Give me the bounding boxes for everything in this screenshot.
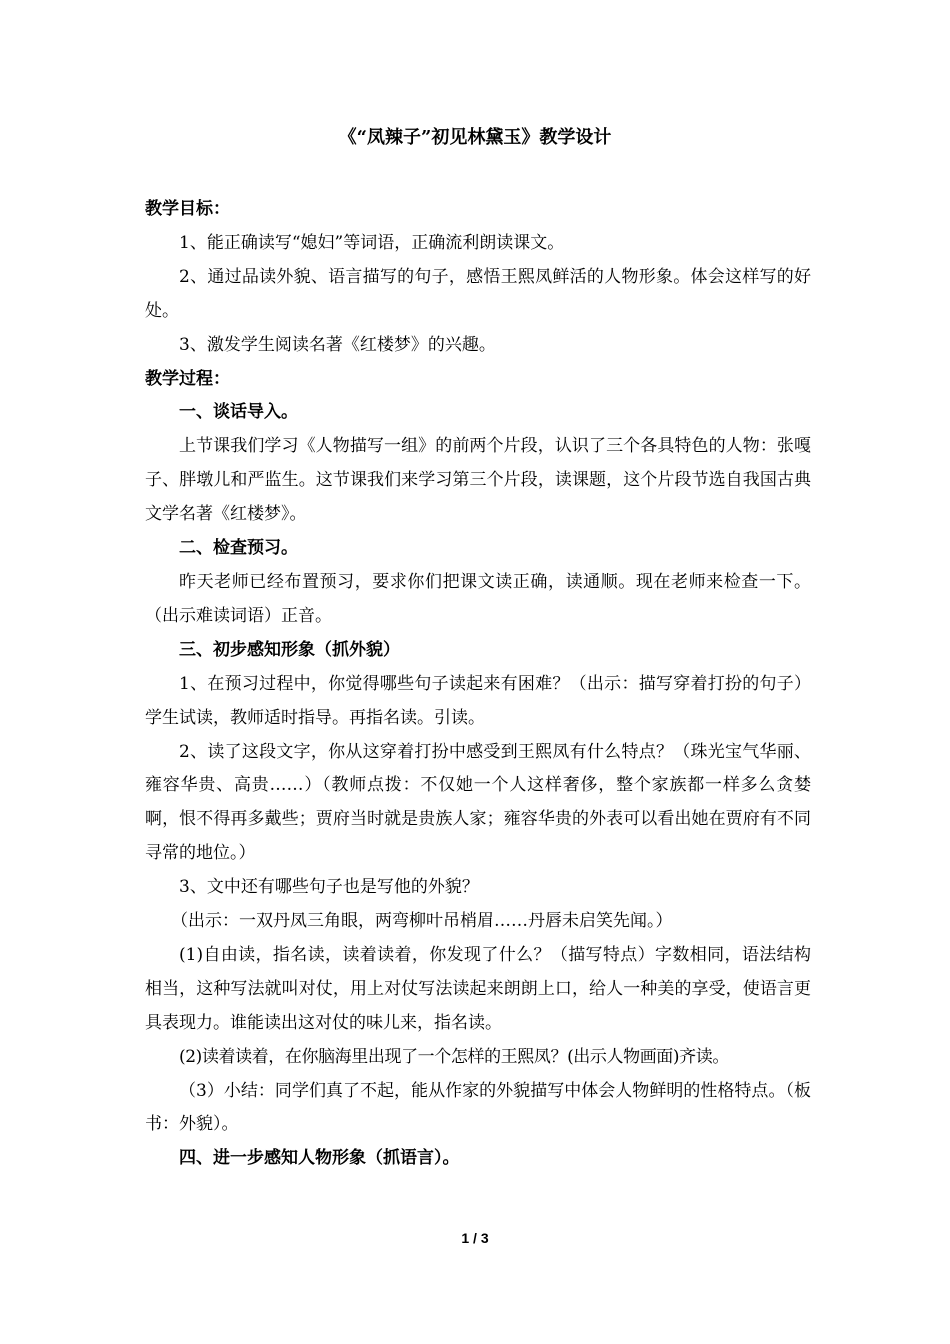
document-body [145,193,811,1176]
section-heading-2: 二、检查预习。 [179,538,298,559]
section-paragraph: 昨天老师已经布置预习，要求你们把课文读正确，读通顺。现在老师来检查一下。（出示难读词语）正音。 [145,571,811,626]
document-title: 《“凤辣子”初见林黛玉》教学设计 [338,127,612,148]
section-paragraph: (1)自由读，指名读，读着读着，你发现了什么？（描写特点）字数相同，语法结构相当，这种写法就叫对仗，用上对仗写法读起来朗朗上口，给人一种美的享受，使语言更具表现力。谁能读出这对仗的味儿来，指名读。 [145,944,811,1033]
section-paragraph: 2、读了这段文字，你从这穿着打扮中感受到王熙凤有什么特点？（珠光宝气华丽、雍容华贵、高贵……）（教师点拨：不仅她一个人这样奢侈，整个家族都一样多么贪婪啊，恨不得再多戴些；贾府当时就是贵族人家；雍容华贵的外表可以看出她在贾府有不同寻常的地位。） [145,741,811,864]
process-heading: 教学过程： [145,368,230,389]
section-heading-3: 三、初步感知形象（抓外貌） [179,639,400,660]
section-paragraph: (2)读着读着，在你脑海里出现了一个怎样的王熙凤？(出示人物画面)齐读。 [179,1046,729,1067]
section-paragraph: （3）小结：同学们真了不起，能从作家的外貌描写中体会人物鲜明的性格特点。（板书：外貌）。 [145,1080,811,1135]
goal-item-3: 3、激发学生阅读名著《红楼梦》的兴趣。 [179,334,496,355]
page-number: 1 / 3 [461,1230,489,1246]
section-heading-4: 四、进一步感知人物形象（抓语言）。 [179,1148,460,1169]
section-heading-1: 一、谈话导入。 [179,402,298,423]
section-paragraph: 3、文中还有哪些句子也是写他的外貌？ [179,877,479,898]
goal-item-1: 1、能正确读写“媳妇”等词语，正确流利朗读课文。 [179,232,565,253]
goal-item-2: 2、通过品读外貌、语言描写的句子，感悟王熙凤鲜活的人物形象。体会这样写的好处。 [145,266,811,321]
section-quote: （出示：一双丹凤三角眼，两弯柳叶吊梢眉……丹唇未启笑先闻。） [171,911,673,932]
goals-heading: 教学目标： [145,199,230,219]
section-paragraph: 上节课我们学习《人物描写一组》的前两个片段，认识了三个各具特色的人物：张嘎子、胖墩儿和严监生。这节课我们来学习第三个片段，读课题，这个片段节选自我国古典文学名著《红楼梦》。 [145,436,811,525]
section-paragraph: 1、在预习过程中，你觉得哪些句子读起来有困难？（出示：描写穿着打扮的句子）学生试读，教师适时指导。再指名读。引读。 [145,673,811,728]
